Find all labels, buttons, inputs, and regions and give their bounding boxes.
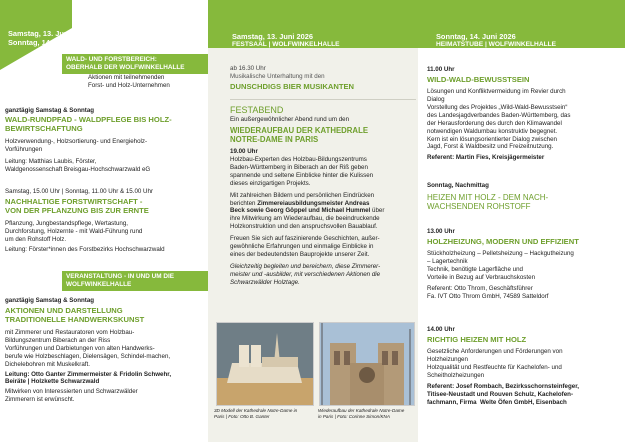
time1-text: Musikalische Unterhaltung mit den [230,72,325,80]
t1-text: Lösungen und Konfliktvermeidung im Revier durch Dialog Vorstellung des Projektes „Wild-Wald-Bewusstsein“ des Landesjagdverbandes Baden-Württemberg, das der Herausforderung des durch den Klimawandel notwendigen Waldumbau konstruktiv begegnet. Kern ist ein lösungsorientierter Dialog zwischen Jagd, Forst & Waldbesitz und Freizeitnutzung. [427,87,571,151]
notre-dame-title: WIEDERAUFBAU DER KATHEDRALE NOTRE-DAME IN PARIS [230,125,369,144]
caption-model: 3D Modell der Kathedrale Notre-Dame in Paris | Foto: Otto B. Ganter [214,408,298,419]
section-music [230,65,415,92]
t1-time: 11.00 Uhr [427,66,455,73]
bar1-text: Aktionen mit teilnehmenden Forst- und Holz-Unternehmen [88,74,170,89]
para2-c: über ihre Mitwirkung am Wiederaufbau, die beeindruckende Holzkonstruktion und den anspruchsvollen Bauablauf. [230,207,385,231]
time1: ab 16.30 Uhr [230,65,266,72]
section-heizen [427,182,623,212]
para4: Gleichzeitig begleiten und bereichern, diese Zimmerer- meister und -ausbilder, mit verschiedenen Aktionen die Schwarzwälder Holztage. [230,263,381,286]
time2: 19.00 Uhr [230,147,258,155]
section-bar-hall: VERANSTALTUNG - IN UND UM DIE WOLFWINKELHALLE [62,271,208,291]
t1-title: WILD-WALD-BEWUSSTSEIN [427,74,530,84]
para2-names: Zimmereiausbildungsmeister Andreas Beck sowie Georg Göppel und Michael Hummel [230,199,371,215]
t3-lead: Referent: Otto Throm, Geschäftsführer Fa. IVT Otto Throm GmbH, 74589 Satteldorf [427,284,549,300]
place-label: HEIMATSTUBE | WOLFWINKELHALLE [436,41,557,49]
band-name: DUNSCHDIGS BIER MUSIKANTEN [230,81,355,91]
s3-text2: Mitwirken von Interessierten und Schwarzwälder Zimmerern ist erwünscht. [5,388,138,404]
para2 [230,192,416,232]
section-waldrundpfad [5,107,205,174]
s2-subline: Samstag, 15.00 Uhr | Sonntag, 11.00 Uhr & 15.00 Uhr [5,188,154,195]
t2-time: Sonntag, Nachmittag [427,182,489,189]
t4-title: RICHTIG HEIZEN MIT HOLZ [427,334,527,344]
s1-title: WALD-RUNDPFAD - WALDPFLEGE BIS HOLZ- BEWIRTSCHAFTUNG [5,114,172,133]
column-heimatstube [418,0,625,442]
t2-title: HEIZEN MIT HOLZ - DEM NACH- WACHSENDEN ROHSTOFF [427,192,549,212]
section-bar-forest: WALD- UND FORSTBEREICH: OBERHALB DER WOLFWINKELHALLE [62,54,208,74]
fest-title: FESTABEND [230,105,284,115]
t1-lead: Referent: Martin Fies, Kreisjägermeister [427,154,545,162]
fest-sub: Ein außergewöhnlicher Abend rund um den [230,115,350,123]
para1: Holzbau-Experten des Holzbau-Bildungszentrums Baden-Württemberg in Biberach an der Riß geben spannende und seltene Einblicke hinter die Kulissen dieses einzigartigen Projekts. [230,155,374,187]
section-richtig-heizen [427,326,623,406]
caption-notredame: Wiederaufbau der Kathedrale Notre-Dame in Paris | Foto: Corinne Simon/KNA [318,408,405,419]
notre-dame-image [320,323,415,406]
s3-title: AKTIONEN UND DARSTELLUNG TRADITIONELLE HANDWERKSKUNST [5,305,145,324]
cathedral-model-image [217,323,314,406]
s3-text: mit Zimmerer und Restauratoren vom Holzbau- Bildungszentrum Biberach an der Riss Vorführungen und Darbietungen von alten Handwerks- berufe wie Holzbeschlagen, Dielensägen, Schindel-machen, Dichelebohren mit Muskelkraft. [5,328,171,368]
section-handwerk [5,297,208,404]
column-festabend [208,0,418,442]
date-label: Samstag, 13. Juni & Sonntag, 14. Juni [8,29,78,48]
s3-lead: Leitung: Otto Ganter Zimmermeister & Fridolin Schwehr, Beiräte | Holzkette Schwarzwald [5,370,172,386]
s1-text: Holzverwendung-, Holzsortierung- und Energieholz- Vorführungen [5,137,148,153]
column-forest [0,0,208,442]
header-banner [208,0,418,48]
s2-lead: Leitung: Förster*innen des Forstbezirks Hochschwarzwald [5,245,165,253]
header-banner [418,0,625,48]
photo-model [216,322,314,406]
s3-subline: ganztägig Samstag & Sonntag [5,297,95,304]
t4-time: 14.00 Uhr [427,326,455,333]
t3-time: 13.00 Uhr [427,228,455,235]
s2-title: NACHHALTIGE FORSTWIRTSCHAFT - VON DER PFLANZUNG BIS ZUR ERNTE [5,196,149,215]
date-label: Sonntag, 14. Juni 2026 [436,32,516,41]
place-label: FESTSAAL | WOLFWINKELHALLE [232,41,340,49]
para3: Freuen Sie sich auf faszinierende Geschichten, außer- gewöhnliche Erfahrungen und einmalige Einblicke in eines der bedeutendsten Bauprojekte unserer Zeit. [230,235,380,259]
t4-lead: Referent: Josef Rombach, Bezirksschornsteinfeger, Titisee-Neustadt und Rouven Schulz, Kachelofen- fachmann, Firma Welte Öfen GmbH, Eisenbach [427,382,579,406]
s2-text: Pflanzung, Jungbestandspflege, Wertastung, Durchforstung, Holzernte - mit Wald-Führung rund um den Rohstoff Holz. [5,219,143,243]
t3-text: Stückholzheizung – Pelletsheizung – Hackgutheizung – Lagertechnik Technik, benötigte Lagerfläche und Vorteile in Bezug auf Verbrauchskosten [427,249,574,281]
para2-a: Mit zahlreichen Bildern und persönlichen Eindrücken berichten [230,191,375,207]
t4-text: Gesetzliche Anforderungen und Förderungen von Holzheizungen Holzqualität und Restfeuchte für Kachelofen- und Scheitholzheizungen [427,347,563,379]
t3-title: HOLZHEIZUNG, MODERN UND EFFIZIENT [427,236,579,246]
photo-notredame [319,322,415,406]
section-festabend [230,99,416,347]
section-holzheizung [427,228,623,301]
section-forstwirtschaft [5,188,205,254]
date-label: Samstag, 13. Juni 2026 [232,32,313,41]
s1-lead: Leitung: Matthias Laubis, Förster, Waldgenossenschaft Breisgau-Hochschwarzwald eG [5,157,151,173]
s1-subline: ganztägig Samstag & Sonntag [5,107,95,114]
section-wildwald [427,66,623,162]
date-banner [0,0,208,48]
